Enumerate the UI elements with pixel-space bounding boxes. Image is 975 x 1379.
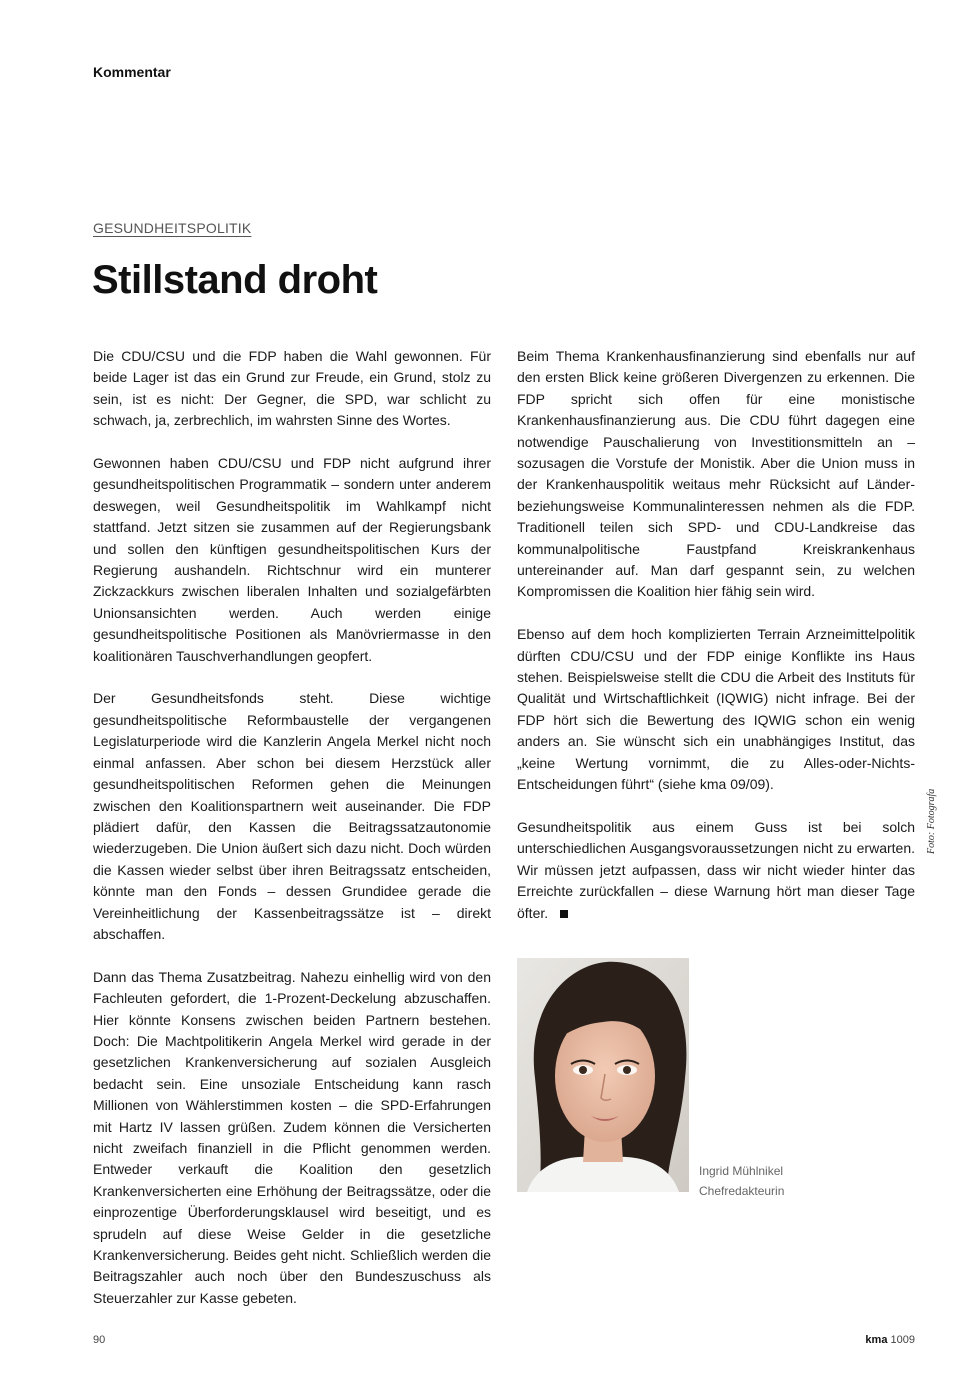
paragraph: Dann das Thema Zusatzbeitrag. Nahezu einhellig wird von den Fachleuten gefordert, die 1-Prozent-Deckelung abzuschaffen. Hier könnte Konsens zwischen beiden Partnern bestehen. Doch: Die Machtpolitikerin Angela Merkel wird gerade in der gesetzlichen Krankenversicherung auf sozialen Ausgleich bedacht sein. Eine unsoziale Entscheidung kann rasch Millionen von Wählerstimmen kosten – die SPD-Erfahrungen mit Hartz IV lassen grüßen. Zudem können die Versicherten nicht zweifach finanziell in die Pflicht genommen werden. Entweder verkauft die Koalition den gesetzlich Krankenversicherten eine Erhöhung der Beitragssätze, oder die einprozentige Überforderungsklausel wird beseitigt, und es sprudeln auf diese Weise Gelder in die gesetzliche Krankenversicherung. Beides geht nicht. Schließlich werden die Beitragszahler auch noch über den Bundeszuschuss als Steuerzahler zur Kasse gebeten. <box>93 968 491 1306</box>
paragraph: Beim Thema Krankenhausfinanzierung sind ebenfalls nur auf den ersten Blick keine größeren Divergenzen zu erkennen. Die FDP spricht sich offen für eine monistische Krankenhausfinanzierung aus. Die CDU führt dagegen eine notwendige Pauschalierung von Investitionsmitteln an – sozusagen die Vorstufe der Monistik. Aber die Union muss in der Krankenhauspolitik weitaus mehr Rücksicht auf Länder- beziehungsweise Kommunalinteressen nehmen als die FDP. Traditionell teilen sich SPD- und CDU-Landkreise das kommunalpolitische Faustpfand Kreiskrankenhaus untereinander auf. Man darf gespannt sein, zu welchen Kompromissen die Koalition hier fähig sein wird. <box>517 348 915 600</box>
publication-issue <box>865 1334 915 1346</box>
paragraph: Der Gesundheitsfonds steht. Diese wichtige gesundheitspolitische Reformbaustelle der vergangenen Legislaturperiode wird die Kanzlerin Angela Merkel nicht noch einmal anfassen. Aber schon bei diesem Herzstück aller gesundheitspolitischen Reformen gehen die Meinungen zwischen den Koalitionspartnern weit auseinander. Die FDP plädiert dafür, den Kassen die Beitragssatzautonomie wiederzugeben. Die Union äußert sich dazu nicht. Doch würden die Kassen wieder selbst über ihren Beitragssatz entscheiden, könnte man den Fonds – dessen Grundidee gerade die Vereinheitlichung der Kassenbeitragssätze ist – direkt abschaffen. <box>93 690 491 942</box>
section-label: Kommentar <box>93 64 171 80</box>
author-role: Chefredakteurin <box>699 1184 785 1198</box>
issue-number: 1009 <box>890 1334 915 1346</box>
author-caption <box>699 1161 784 1201</box>
article-column-left <box>93 346 491 1331</box>
article-title: Stillstand droht <box>92 258 378 302</box>
end-of-article-mark <box>560 910 568 918</box>
paragraph: Ebenso auf dem hoch komplizierten Terrain Arzneimittelpolitik dürften CDU/CSU und der FDP einige Konflikte ins Haus stehen. Beispielsweise stellt die CDU die Arbeit des Instituts für Qualität und Wirtschaftlichkeit (IQWIG) nicht infrage. Bei der FDP hört sich die Bewertung des IQWIG schon ein wenig anders an. Sie wünscht sich ein unabhängiges Institut, das „keine Wertung vornimmt, die zu Alles-oder-Nichts-Entscheidungen führt“ (siehe kma 09/09). <box>517 626 915 793</box>
page-number: 90 <box>93 1334 106 1346</box>
author-name: Ingrid Mühlnikel <box>699 1164 784 1178</box>
article-column-right <box>517 346 915 945</box>
brand-logo: kma <box>865 1334 888 1346</box>
article-category: GESUNDHEITSPOLITIK <box>93 220 252 236</box>
paragraph-text: Gesundheitspolitik aus einem Guss ist bei solch unterschiedlichen Ausgangsvoraussetzungen nicht zu erwarten. Wir müssen jetzt aufpassen, dass wir nicht wieder hinter das Erreichte zurückfallen – diese Warnung hört man dieser Tage öfter. <box>517 818 915 921</box>
photo-credit: Foto: Fotografa <box>926 788 937 854</box>
paragraph-final <box>517 817 915 924</box>
paragraph: Die CDU/CSU und die FDP haben die Wahl gewonnen. Für beide Lager ist das ein Grund zur Freude, ein Grund, stolz zu sein, ist es nicht: Der Gegner, die SPD, war schlicht zu schwach, ja, zerbrechlich, im wahrsten Sinne des Wortes. <box>93 348 491 429</box>
paragraph: Gewonnen haben CDU/CSU und FDP nicht aufgrund ihrer gesundheitspolitischen Programmatik – sondern unter anderem deswegen, weil Gesundheitspolitik im Wahlkampf nicht stattfand. Jetzt sitzen sie zusammen auf der Regierungsbank und sollen den künftigen gesundheitspolitischen Kurs der Regierung aushandeln. Richtschnur wird ein munterer Zickzackkurs zwischen liberalen Inhalten und sozialgefärbten Unionsansichten werden. Auch werden einige gesundheitspolitische Positionen als Manövriermasse in den koalitionären Tauschverhandlungen geopfert. <box>93 455 491 664</box>
author-portrait <box>517 958 689 1192</box>
